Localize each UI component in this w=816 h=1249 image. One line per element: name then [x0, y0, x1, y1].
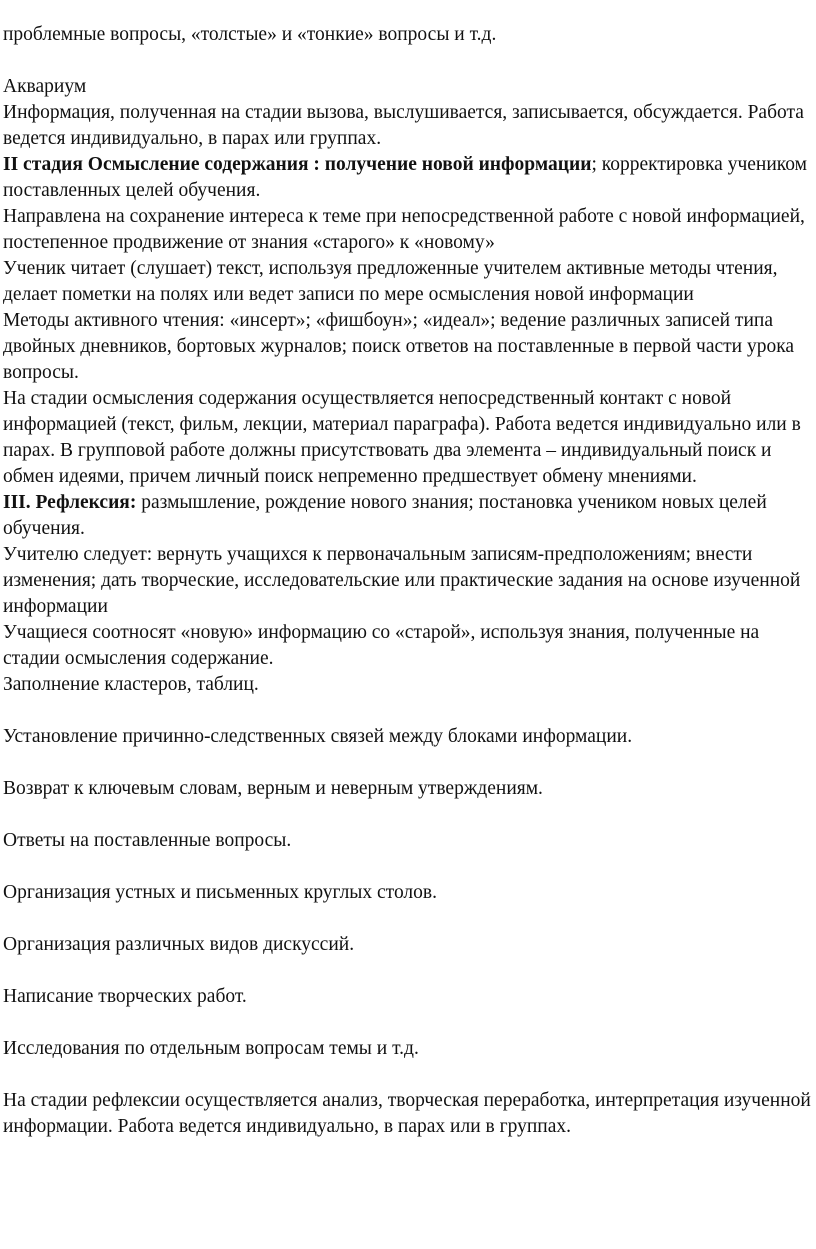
- activity-item: Организация устных и письменных круглых столов.: [3, 882, 437, 903]
- activity-item: Установление причинно-следственных связей между блоками информации.: [3, 726, 633, 747]
- blank-line: [3, 854, 815, 880]
- document-page: [3, 22, 815, 1140]
- activity-item: Организация различных видов дискуссий.: [3, 934, 355, 955]
- stage-3-heading-rest: размышление, рождение нового знания; постановка учеником новых целей обучения.: [3, 492, 767, 539]
- stage-2-heading: II стадия Осмысление содержания : получение новой информации: [3, 154, 592, 175]
- blank-line: [3, 1062, 815, 1088]
- blank-line: [3, 906, 815, 932]
- stage-2-aim: Направлена на сохранение интереса к теме при непосредственной работе с новой информацией, постепенное продвижение от знания «старого» к «новому»: [3, 206, 805, 253]
- stage-2-student: Ученик читает (слушает) текст, используя предложенные учителем активные методы чтения, делает пометки на полях или ведет записи по мере осмысления новой информации: [3, 258, 778, 305]
- stage-2-contact: На стадии осмысления содержания осуществляется непосредственный контакт с новой информацией (текст, фильм, лекции, материал параграфа). Работа ведется индивидуально или в парах. В групповой работе должны присутствовать два элемента – индивидуальный поиск и обмен идеями, причем личный поиск непременно предшествует обмену мнениями.: [3, 388, 801, 487]
- stage-2-heading-rest: ; корректировка учеником поставленных целей обучения.: [3, 154, 807, 201]
- blank-line: [3, 698, 815, 724]
- activity-item: Написание творческих работ.: [3, 986, 247, 1007]
- blank-line: [3, 48, 815, 74]
- stage-3-paragraph: [3, 490, 815, 542]
- reflection-summary: На стадии рефлексии осуществляется анализ, творческая переработка, интерпретация изученной информации. Работа ведется индивидуально, в парах или в группах.: [3, 1090, 811, 1137]
- aquarium-title: Аквариум: [3, 76, 87, 97]
- stage-3-heading: III. Рефлексия:: [3, 492, 137, 513]
- stage-3-students: Учащиеся соотносят «новую» информацию со «старой», используя знания, полученные на стадии осмысления содержание.: [3, 622, 760, 669]
- aquarium-text: Информация, полученная на стадии вызова, выслушивается, записывается, обсуждается. Работа ведется индивидуально, в парах или группах.: [3, 102, 804, 149]
- blank-line: [3, 1010, 815, 1036]
- problem-questions-line: проблемные вопросы, «толстые» и «тонкие» вопросы и т.д.: [3, 24, 497, 45]
- activity-item: Ответы на поставленные вопросы.: [3, 830, 292, 851]
- stage-3-teacher: Учителю следует: вернуть учащихся к первоначальным записям-предположениям; внести изменения; дать творческие, исследовательские или практические задания на основе изученной информации: [3, 544, 801, 617]
- activity-item: Исследования по отдельным вопросам темы и т.д.: [3, 1038, 419, 1059]
- activity-item: Возврат к ключевым словам, верным и неверным утверждениям.: [3, 778, 543, 799]
- activity-item: Заполнение кластеров, таблиц.: [3, 674, 259, 695]
- blank-line: [3, 750, 815, 776]
- blank-line: [3, 958, 815, 984]
- blank-line: [3, 802, 815, 828]
- stage-2-methods: Методы активного чтения: «инсерт»; «фишбоун»; «идеал»; ведение различных записей типа двойных дневников, бортовых журналов; поиск ответов на поставленные в первой части урока вопросы.: [3, 310, 795, 383]
- stage-2-paragraph: [3, 152, 815, 204]
